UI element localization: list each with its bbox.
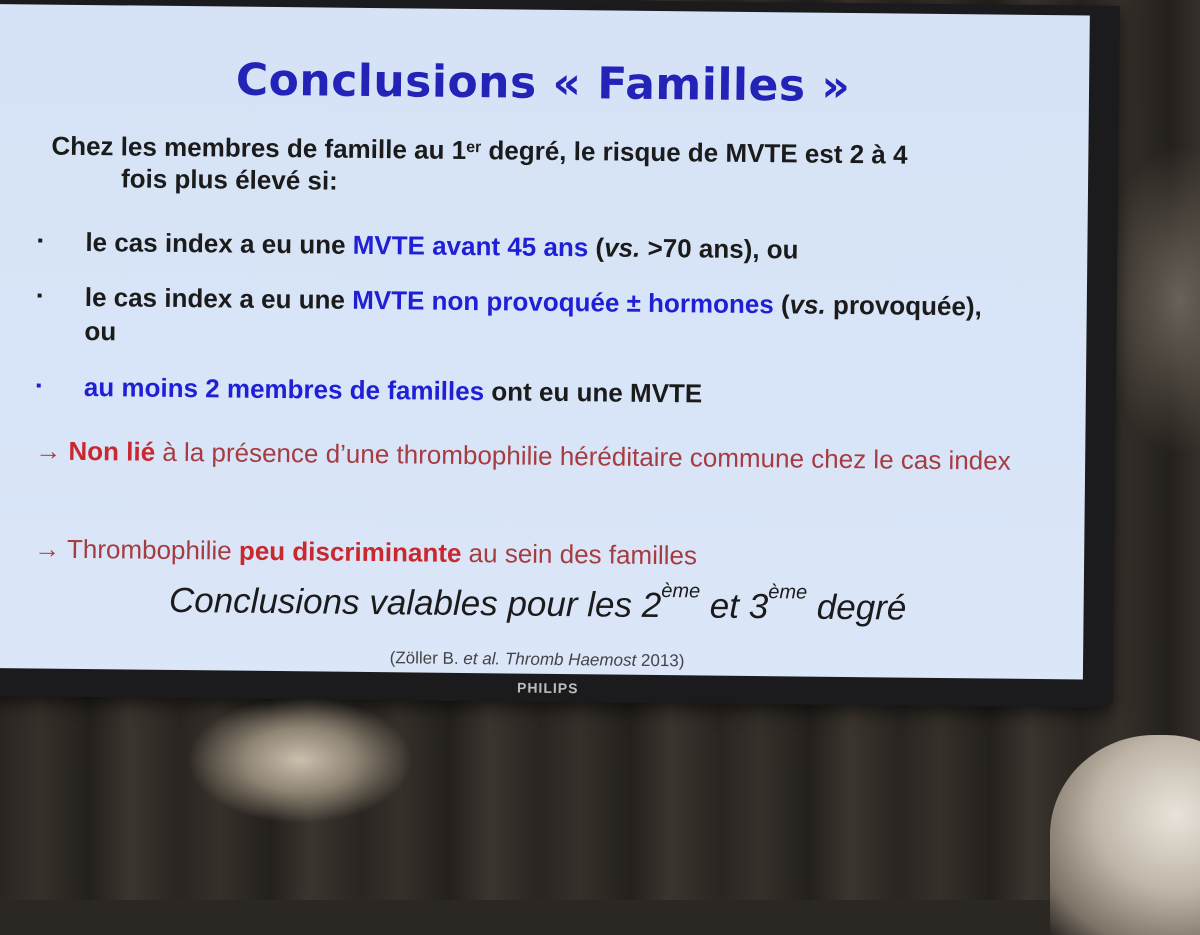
bullet-marker: ▪ xyxy=(37,232,44,250)
bullet-highlight: MVTE avant 45 ans xyxy=(352,229,589,263)
conclusion-sup: ème xyxy=(768,581,808,604)
bullet-3 xyxy=(36,370,1016,414)
bullet-highlight: au moins 2 membres de familles xyxy=(83,372,485,407)
monitor-brand-logo: PHILIPS xyxy=(516,679,579,697)
arrow-note-2 xyxy=(34,532,1044,575)
bullet-1 xyxy=(37,225,1017,269)
bullet-text: le cas index a eu une xyxy=(84,282,353,315)
arrow-icon: → xyxy=(34,533,68,564)
reference-text: (Zöller B. xyxy=(389,648,464,668)
lead-sup: er xyxy=(466,138,482,157)
arrow-note-1 xyxy=(35,434,1045,477)
slide-title: Conclusions « Familles » xyxy=(235,54,851,113)
conclusion-text: degré xyxy=(806,587,907,628)
slide-screen xyxy=(0,4,1090,679)
bullet-highlight: MVTE non provoquée ± hormones xyxy=(352,284,774,320)
arrow-text: au sein des familles xyxy=(461,537,698,571)
lead-part2: degré, le risque de MVTE est 2 à 4 xyxy=(481,135,908,170)
lead-text xyxy=(51,130,1052,204)
bullet-text: le cas index a eu une xyxy=(85,227,353,260)
conclusion-line xyxy=(0,579,1084,630)
reference xyxy=(0,644,1083,675)
lead-line2: fois plus élevé si: xyxy=(120,163,338,196)
arrow-text: Thrombophilie xyxy=(66,533,240,566)
bullet-text: ( xyxy=(773,289,790,320)
conclusion-text: Conclusions valables pour les 2 xyxy=(168,580,662,626)
bullet-text: ont eu une MVTE xyxy=(483,376,703,409)
reference-italic: et al. xyxy=(463,648,501,669)
bullet-marker: ▪ xyxy=(36,287,43,305)
bullet-italic: vs. xyxy=(789,289,826,320)
conclusion-sup: ème xyxy=(661,580,701,603)
reference-text: 2013) xyxy=(636,650,685,671)
bullet-2 xyxy=(36,280,1017,358)
arrow-text: à la présence d’une thrombophilie héréditaire commune chez le cas index xyxy=(154,436,1011,476)
conclusion-text: et 3 xyxy=(699,586,769,627)
arrow-bold: peu discriminante xyxy=(238,535,462,568)
bullet-text: >70 ans), ou xyxy=(640,232,799,265)
arrow-icon: → xyxy=(35,435,69,466)
bullet-italic: vs. xyxy=(604,232,641,263)
arrow-bold: Non lié xyxy=(68,435,156,467)
reference-italic: Thromb Haemost xyxy=(504,649,637,670)
bullet-marker: ▪ xyxy=(35,377,42,395)
bullet-text: provoquée), ou xyxy=(84,289,982,347)
lead-part1: Chez les membres de famille au 1 xyxy=(51,130,467,165)
bullet-text: ( xyxy=(588,232,605,263)
